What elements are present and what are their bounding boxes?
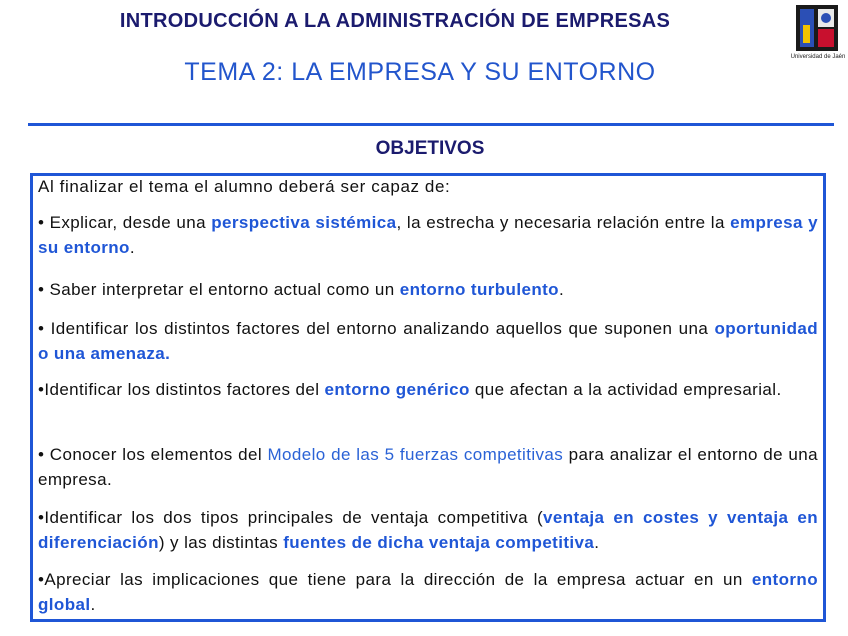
objective-item-2: [38, 277, 818, 302]
section-title: OBJETIVOS: [375, 138, 485, 159]
item-text-segment: fuentes de dicha ventaja competitiva: [283, 533, 595, 552]
intro-text: Al finalizar el tema el alumno deberá ser capaz de:: [38, 177, 451, 196]
item-text-segment: .: [90, 595, 96, 614]
item-text-segment: , la estrecha y necesaria relación entre la: [396, 213, 731, 232]
objective-item-5: [38, 442, 818, 492]
header-divider: [28, 123, 834, 126]
item-text-segment: entorno genérico: [324, 380, 470, 399]
item-text-segment: •Apreciar las implicaciones que tiene para la dirección de la empresa actuar en un: [38, 570, 752, 589]
item-text-segment: oportunidad o una amenaza.: [38, 319, 818, 363]
item-text-segment: entorno turbulento: [399, 280, 559, 299]
item-text-segment: perspectiva sistémica: [211, 213, 397, 232]
item-text-segment: ventaja en costes y ventaja en diferenciación: [38, 508, 818, 552]
objective-item-7: [38, 567, 818, 617]
item-text-segment: • Conocer los elementos del: [38, 445, 268, 464]
item-text-segment: .: [129, 238, 135, 257]
objective-item-1: [38, 210, 818, 260]
page-title: INTRODUCCIÓN A LA ADMINISTRACIÓN DE EMPRESAS: [119, 10, 671, 32]
page-subtitle: TEMA 2: LA EMPRESA Y SU ENTORNO: [184, 58, 656, 86]
item-text-segment: ) y las distintas: [158, 533, 284, 552]
objective-item-6: [38, 505, 818, 555]
item-text-segment: entorno global: [38, 570, 818, 614]
item-text-segment: para analizar el entorno de una empresa.: [38, 445, 818, 489]
item-text-segment: que afectan a la actividad empresarial.: [469, 380, 782, 399]
objective-item-4: [38, 377, 818, 402]
item-text-segment: .: [594, 533, 600, 552]
item-text-segment: .: [558, 280, 565, 299]
item-text-segment: • Saber interpretar el entorno actual como un: [38, 280, 400, 299]
logo-caption: Universidad de Jaén: [790, 54, 846, 60]
item-text-segment: • Identificar los distintos factores del entorno analizando aquellos que suponen una: [38, 319, 715, 338]
objective-item-3: [38, 316, 818, 366]
item-text-segment: •Identificar los distintos factores del: [38, 380, 325, 399]
item-text-segment: •Identificar los dos tipos principales de ventaja competitiva (: [38, 508, 544, 527]
item-text-segment: empresa y su entorno: [38, 213, 818, 257]
item-text-segment: • Explicar, desde una: [38, 213, 212, 232]
item-text-segment: Modelo de las 5 fuerzas competitivas: [267, 445, 564, 464]
